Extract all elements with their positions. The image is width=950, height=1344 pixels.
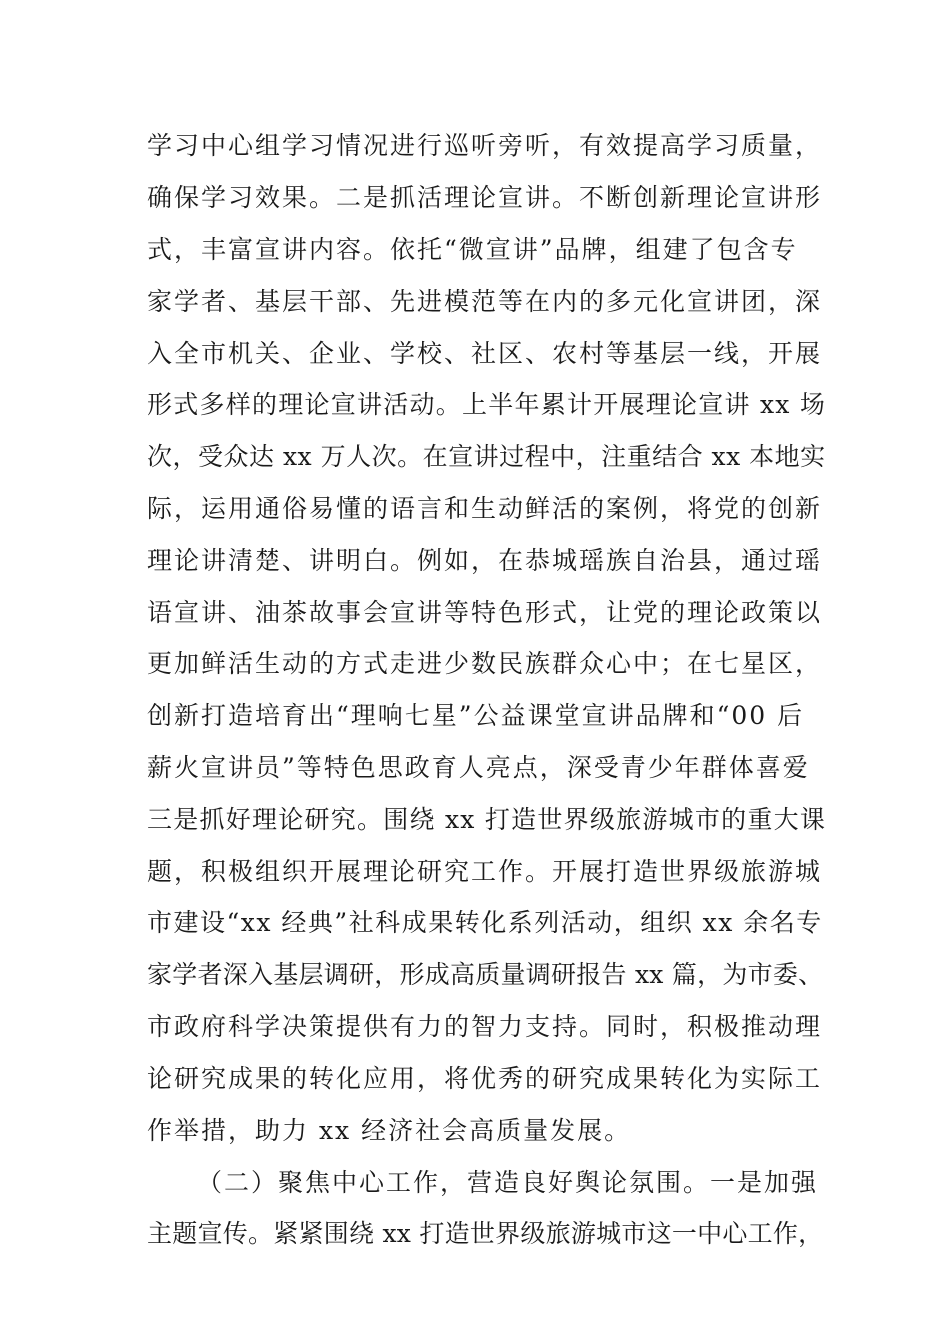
text-line: 学习中心组学习情况进行巡听旁听，有效提高学习质量， bbox=[147, 131, 823, 160]
text-line: 式，丰富宣讲内容。依托“微宣讲”品牌，组建了包含专 bbox=[147, 235, 798, 264]
text-line: 入全市机关、企业、学校、社区、农村等基层一线，开展 bbox=[147, 339, 823, 368]
text-line: 次，受众达 xx 万人次。在宣讲过程中，注重结合 xx 本地实 bbox=[147, 442, 826, 471]
text-line: 市建设“xx 经典”社科成果转化系列活动，组织 xx 余名专 bbox=[147, 908, 823, 937]
text-line: 市政府科学决策提供有力的智力支持。同时，积极推动理 bbox=[147, 1012, 823, 1041]
text-line: 创新打造培育出“理响七星”公益课堂宣讲品牌和“00 后 bbox=[147, 701, 805, 730]
text-line: 家学者深入基层调研，形成高质量调研报告 xx 篇，为市委、 bbox=[147, 960, 824, 989]
text-line: 际，运用通俗易懂的语言和生动鲜活的案例，将党的创新 bbox=[147, 494, 823, 523]
text-line: 薪火宣讲员”等特色思政育人亮点，深受青少年群体喜爱 bbox=[147, 753, 810, 782]
text-line: 三是抓好理论研究。围绕 xx 打造世界级旅游城市的重大课 bbox=[147, 805, 827, 834]
text-line: 理论讲清楚、讲明白。例如，在恭城瑶族自治县，通过瑶 bbox=[147, 546, 823, 575]
text-line: 作举措，助力 xx 经济社会高质量发展。 bbox=[147, 1116, 632, 1145]
text-line: 题，积极组织开展理论研究工作。开展打造世界级旅游城 bbox=[147, 857, 823, 886]
text-line: 形式多样的理论宣讲活动。上半年累计开展理论宣讲 xx 场 bbox=[147, 390, 827, 419]
text-line: 主题宣传。紧紧围绕 xx 打造世界级旅游城市这一中心工作， bbox=[147, 1219, 824, 1248]
text-line: 确保学习效果。二是抓活理论宣讲。不断创新理论宣讲形 bbox=[147, 183, 823, 212]
text-line: 语宣讲、油茶故事会宣讲等特色形式，让党的理论政策以 bbox=[147, 598, 823, 627]
paragraph-heading-line: （二）聚焦中心工作，营造良好舆论氛围。一是加强 bbox=[197, 1168, 819, 1197]
text-line: 论研究成果的转化应用，将优秀的研究成果转化为实际工 bbox=[147, 1064, 823, 1093]
text-line: 更加鲜活生动的方式走进少数民族群众心中；在七星区， bbox=[147, 649, 823, 678]
text-line: 家学者、基层干部、先进模范等在内的多元化宣讲团，深 bbox=[147, 287, 823, 316]
